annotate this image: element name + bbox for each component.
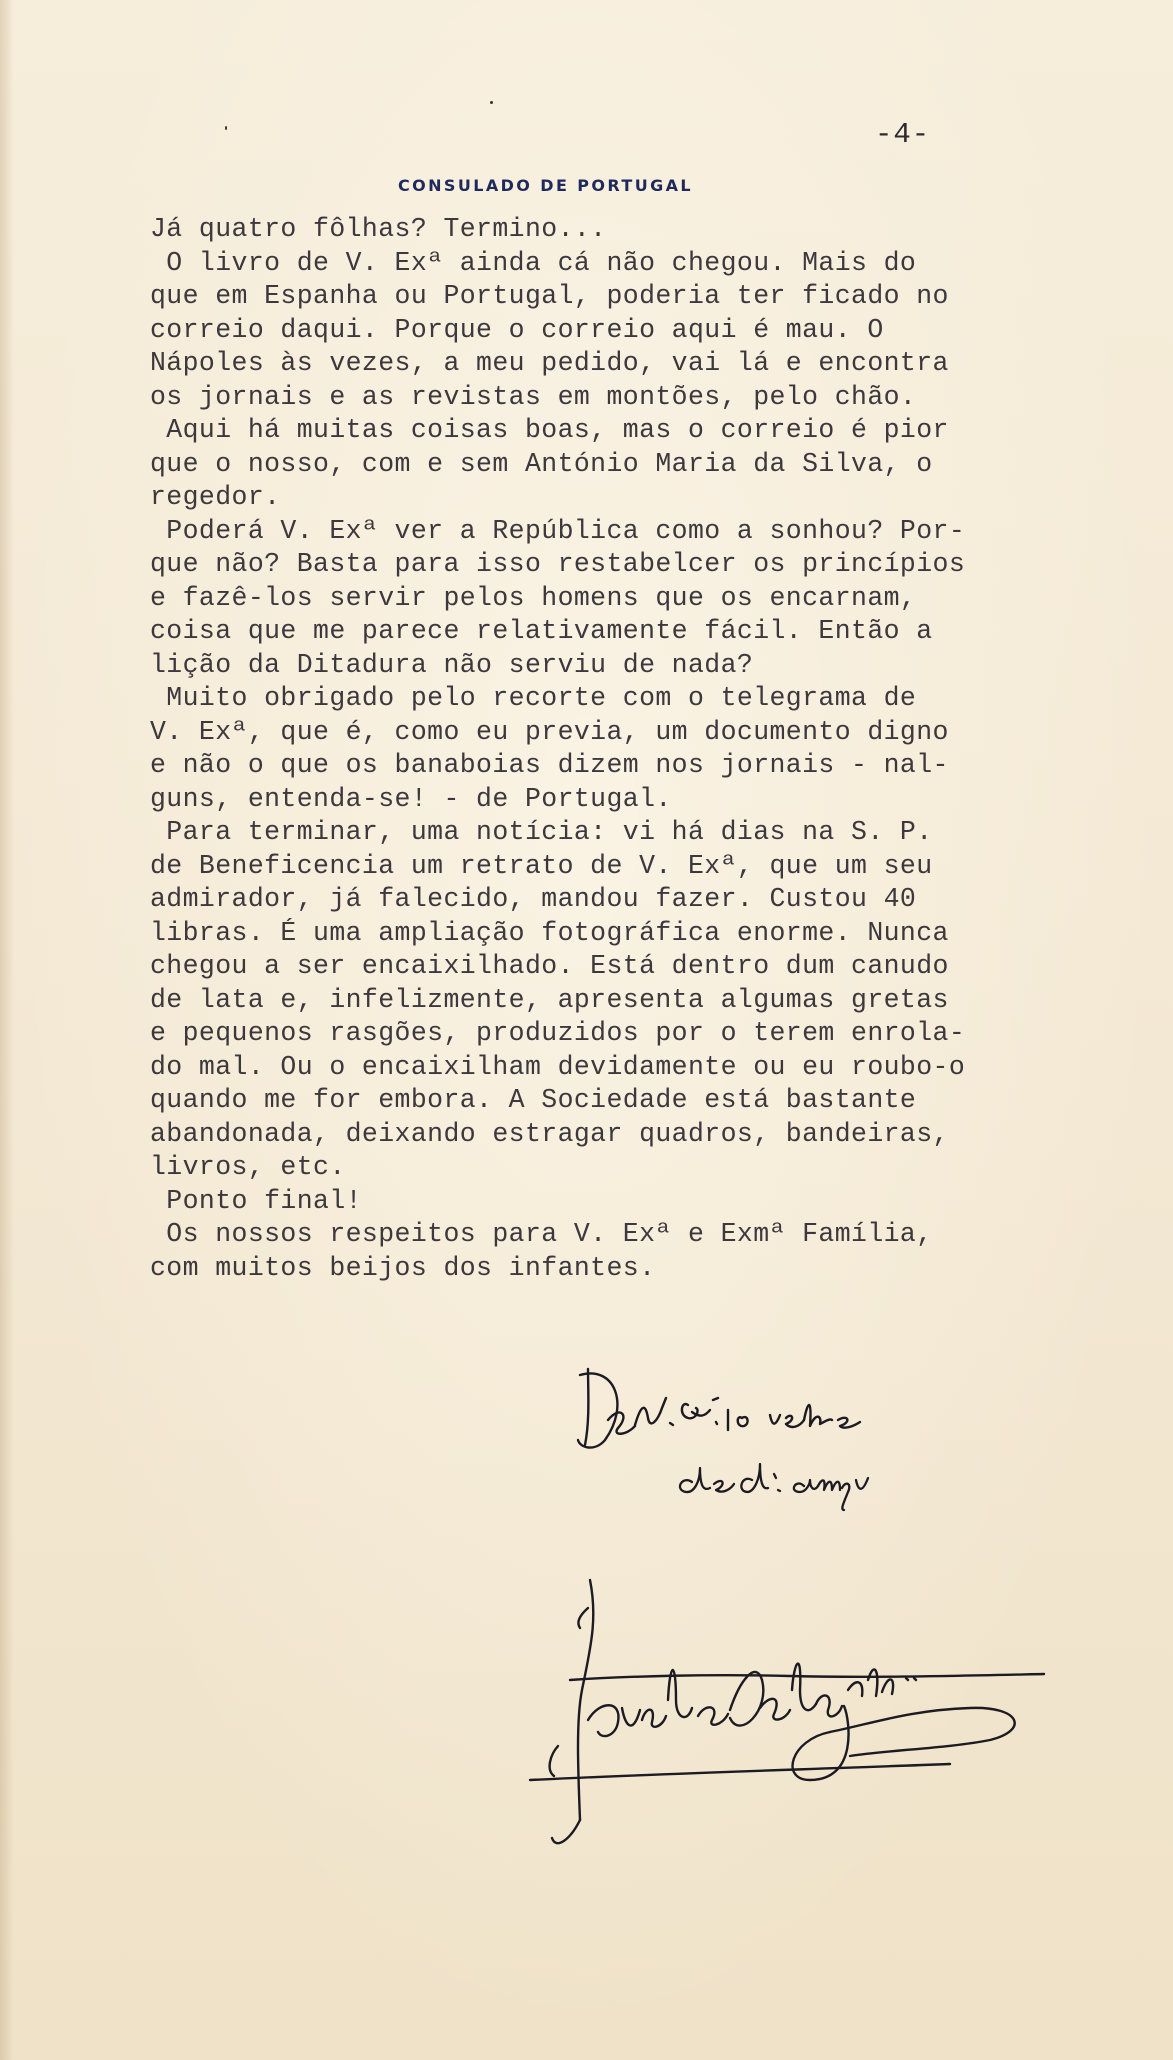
- paper-edge-shadow: [0, 0, 14, 2060]
- letter-line: Para terminar, uma notícia: vi há dias na S. P.: [150, 817, 933, 847]
- letter-line: livros, etc.: [150, 1152, 346, 1182]
- letter-line: admirador, já falecido, mandou fazer. Custou 40: [150, 884, 917, 914]
- letter-line: chegou a ser encaixilhado. Está dentro dum canudo: [150, 951, 949, 981]
- letter-line: correio daqui. Porque o correio aqui é mau. O: [150, 314, 884, 345]
- letter-line: Nápoles às vezes, a meu pedido, vai lá e encontra: [150, 348, 949, 378]
- letter-line: O livro de V. Exª ainda cá não chegou. Mais do: [150, 247, 917, 278]
- letter-line: Os nossos respeitos para V. Exª e Exmª Família,: [150, 1219, 933, 1249]
- letter-line: abandonada, deixando estragar quadros, bandeiras,: [150, 1118, 949, 1149]
- ink-speck: [225, 126, 227, 130]
- signature: [530, 1580, 1044, 1843]
- page-number: -4-: [875, 118, 931, 151]
- letter-line: regedor.: [150, 482, 281, 512]
- letter-line: que em Espanha ou Portugal, poderia ter ficado no: [150, 281, 949, 311]
- letter-line: de Beneficencia um retrato de V. Exª, que um seu: [150, 850, 933, 881]
- letter-line: Ponto final!: [150, 1185, 362, 1216]
- letter-line: Aqui há muitas coisas boas, mas o correio é pior: [150, 415, 949, 445]
- letterhead: CONSULADO DE PORTUGAL: [398, 176, 694, 195]
- letter-line: Já quatro fôlhas? Termino...: [150, 214, 607, 244]
- letter-line: coisa que me parece relativamente fácil. Então a: [150, 616, 933, 646]
- letter-line: Poderá V. Exª ver a República como a sonhou? Por-: [150, 515, 966, 546]
- letter-line: que o nosso, com e sem António Maria da Silva, o: [150, 448, 933, 479]
- letter-line: e não o que os banaboias dizem nos jornais - nal-: [150, 750, 949, 780]
- closing-line-2: [680, 1464, 868, 1510]
- ink-speck: [490, 101, 493, 104]
- handwritten-signature-block: [430, 1360, 1070, 1860]
- letter-line: V. Exª, que é, como eu previa, um documento digno: [150, 716, 949, 747]
- letter-line: lição da Ditadura não serviu de nada?: [150, 649, 754, 680]
- letter-line: e pequenos rasgões, produzidos por o terem enrola-: [150, 1018, 966, 1048]
- letter-line: os jornais e as revistas em montões, pelo chão.: [150, 381, 917, 412]
- handwritten-closing-and-signature: [430, 1360, 1070, 1860]
- letter-line: e fazê-los servir pelos homens que os encarnam,: [150, 582, 917, 613]
- letter-line: Muito obrigado pelo recorte com o telegrama de: [150, 683, 917, 713]
- letter-line: guns, entenda-se! - de Portugal.: [150, 783, 672, 814]
- letter-line: que não? Basta para isso restabelcer os princípios: [150, 549, 966, 579]
- letter-line: quando me for embora. A Sociedade está bastante: [150, 1085, 917, 1115]
- letter-body: [150, 213, 1150, 1285]
- closing-line-1: [578, 1369, 860, 1448]
- letter-line: de lata e, infelizmente, apresenta algumas gretas: [150, 984, 949, 1015]
- letter-line: com muitos beijos dos infantes.: [150, 1252, 656, 1283]
- letter-line: do mal. Ou o encaixilham devidamente ou eu roubo-o: [150, 1051, 966, 1082]
- letter-line: libras. É uma ampliação fotográfica enorme. Nunca: [150, 917, 949, 948]
